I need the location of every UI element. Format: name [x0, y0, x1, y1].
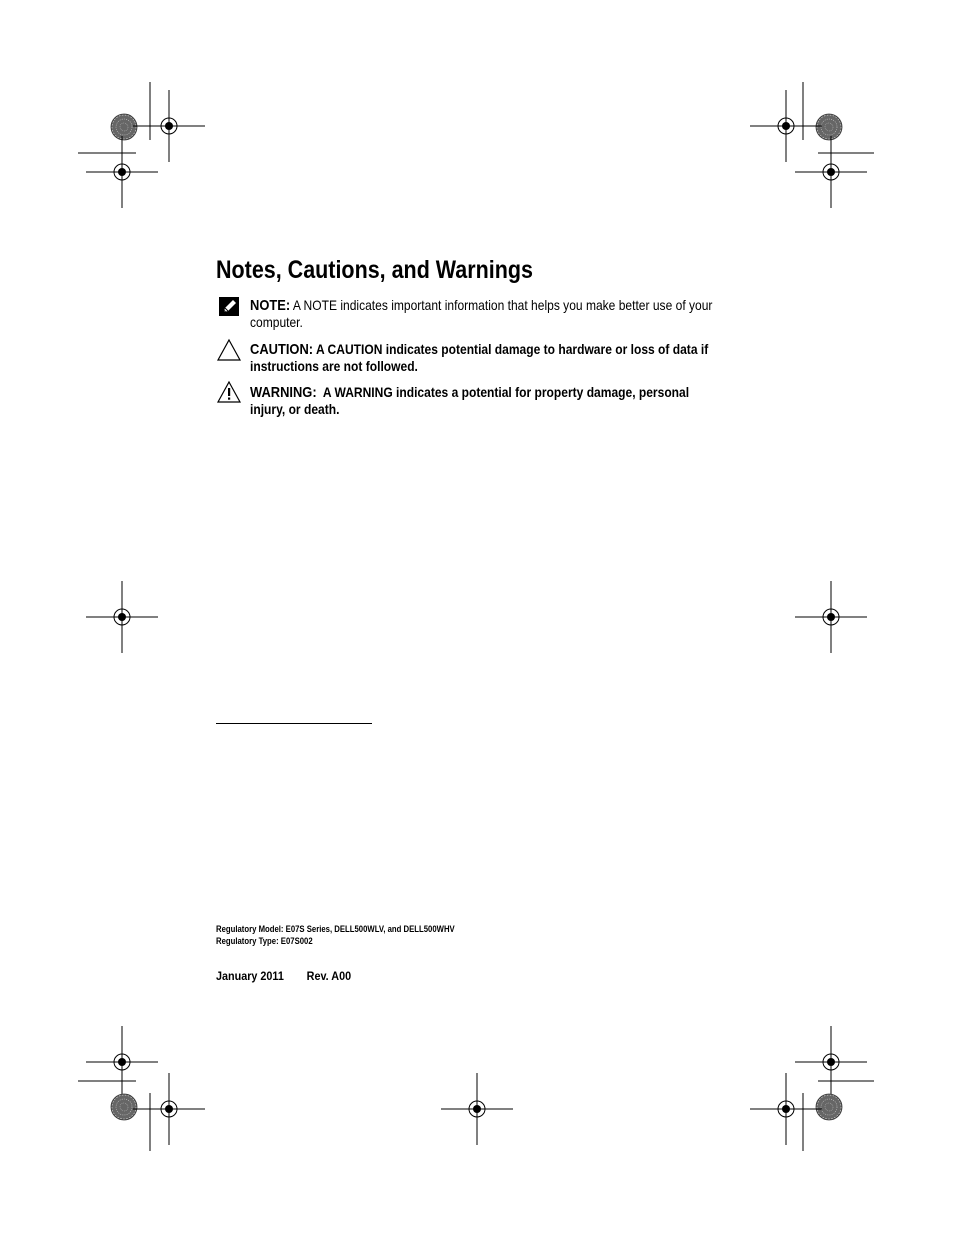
registration-mark-icon: [86, 581, 158, 653]
pencil-note-icon: [216, 295, 242, 319]
page-title: Notes, Cautions, and Warnings: [216, 256, 533, 284]
registration-mark-icon: [795, 136, 867, 208]
publication-date: January 2011: [216, 969, 284, 983]
registration-mark-icon: [795, 581, 867, 653]
caution-triangle-icon: [216, 338, 242, 362]
caution-text: A CAUTION indicates potential damage to hardware or loss of data if instructions are not followed.: [250, 341, 709, 374]
registration-mark-icon: [795, 1026, 867, 1098]
publication-info: [216, 969, 351, 983]
registration-mark-icon: [86, 136, 158, 208]
footnote-divider: [216, 723, 372, 724]
regulatory-type: Regulatory Type: E07S002: [216, 936, 313, 946]
registration-mark-icon: [86, 1026, 158, 1098]
registration-mark-icon: [750, 1073, 822, 1145]
revision-number: Rev. A00: [306, 969, 352, 983]
note-text-block: [250, 297, 714, 331]
starburst-mark-icon: [111, 114, 137, 140]
note-label: NOTE:: [250, 297, 291, 314]
warning-label: WARNING:: [250, 384, 317, 401]
caution-label: CAUTION:: [250, 341, 314, 358]
starburst-mark-icon: [816, 114, 842, 140]
warning-text-block: [250, 384, 714, 418]
warning-triangle-icon: [216, 380, 242, 404]
registration-mark-icon: [133, 1073, 205, 1145]
starburst-mark-icon: [816, 1094, 842, 1120]
caution-text-block: [250, 341, 714, 375]
regulatory-model: Regulatory Model: E07S Series, DELL500WLV, and DELL500WHV: [216, 924, 455, 934]
registration-mark-icon: [750, 90, 822, 162]
warning-text: A WARNING indicates a potential for property damage, personal injury, or death.: [250, 384, 690, 417]
note-text: A NOTE indicates important information that helps you make better use of your computer.: [250, 297, 713, 330]
registration-mark-icon: [441, 1073, 513, 1145]
registration-mark-icon: [133, 90, 205, 162]
starburst-mark-icon: [111, 1094, 137, 1120]
